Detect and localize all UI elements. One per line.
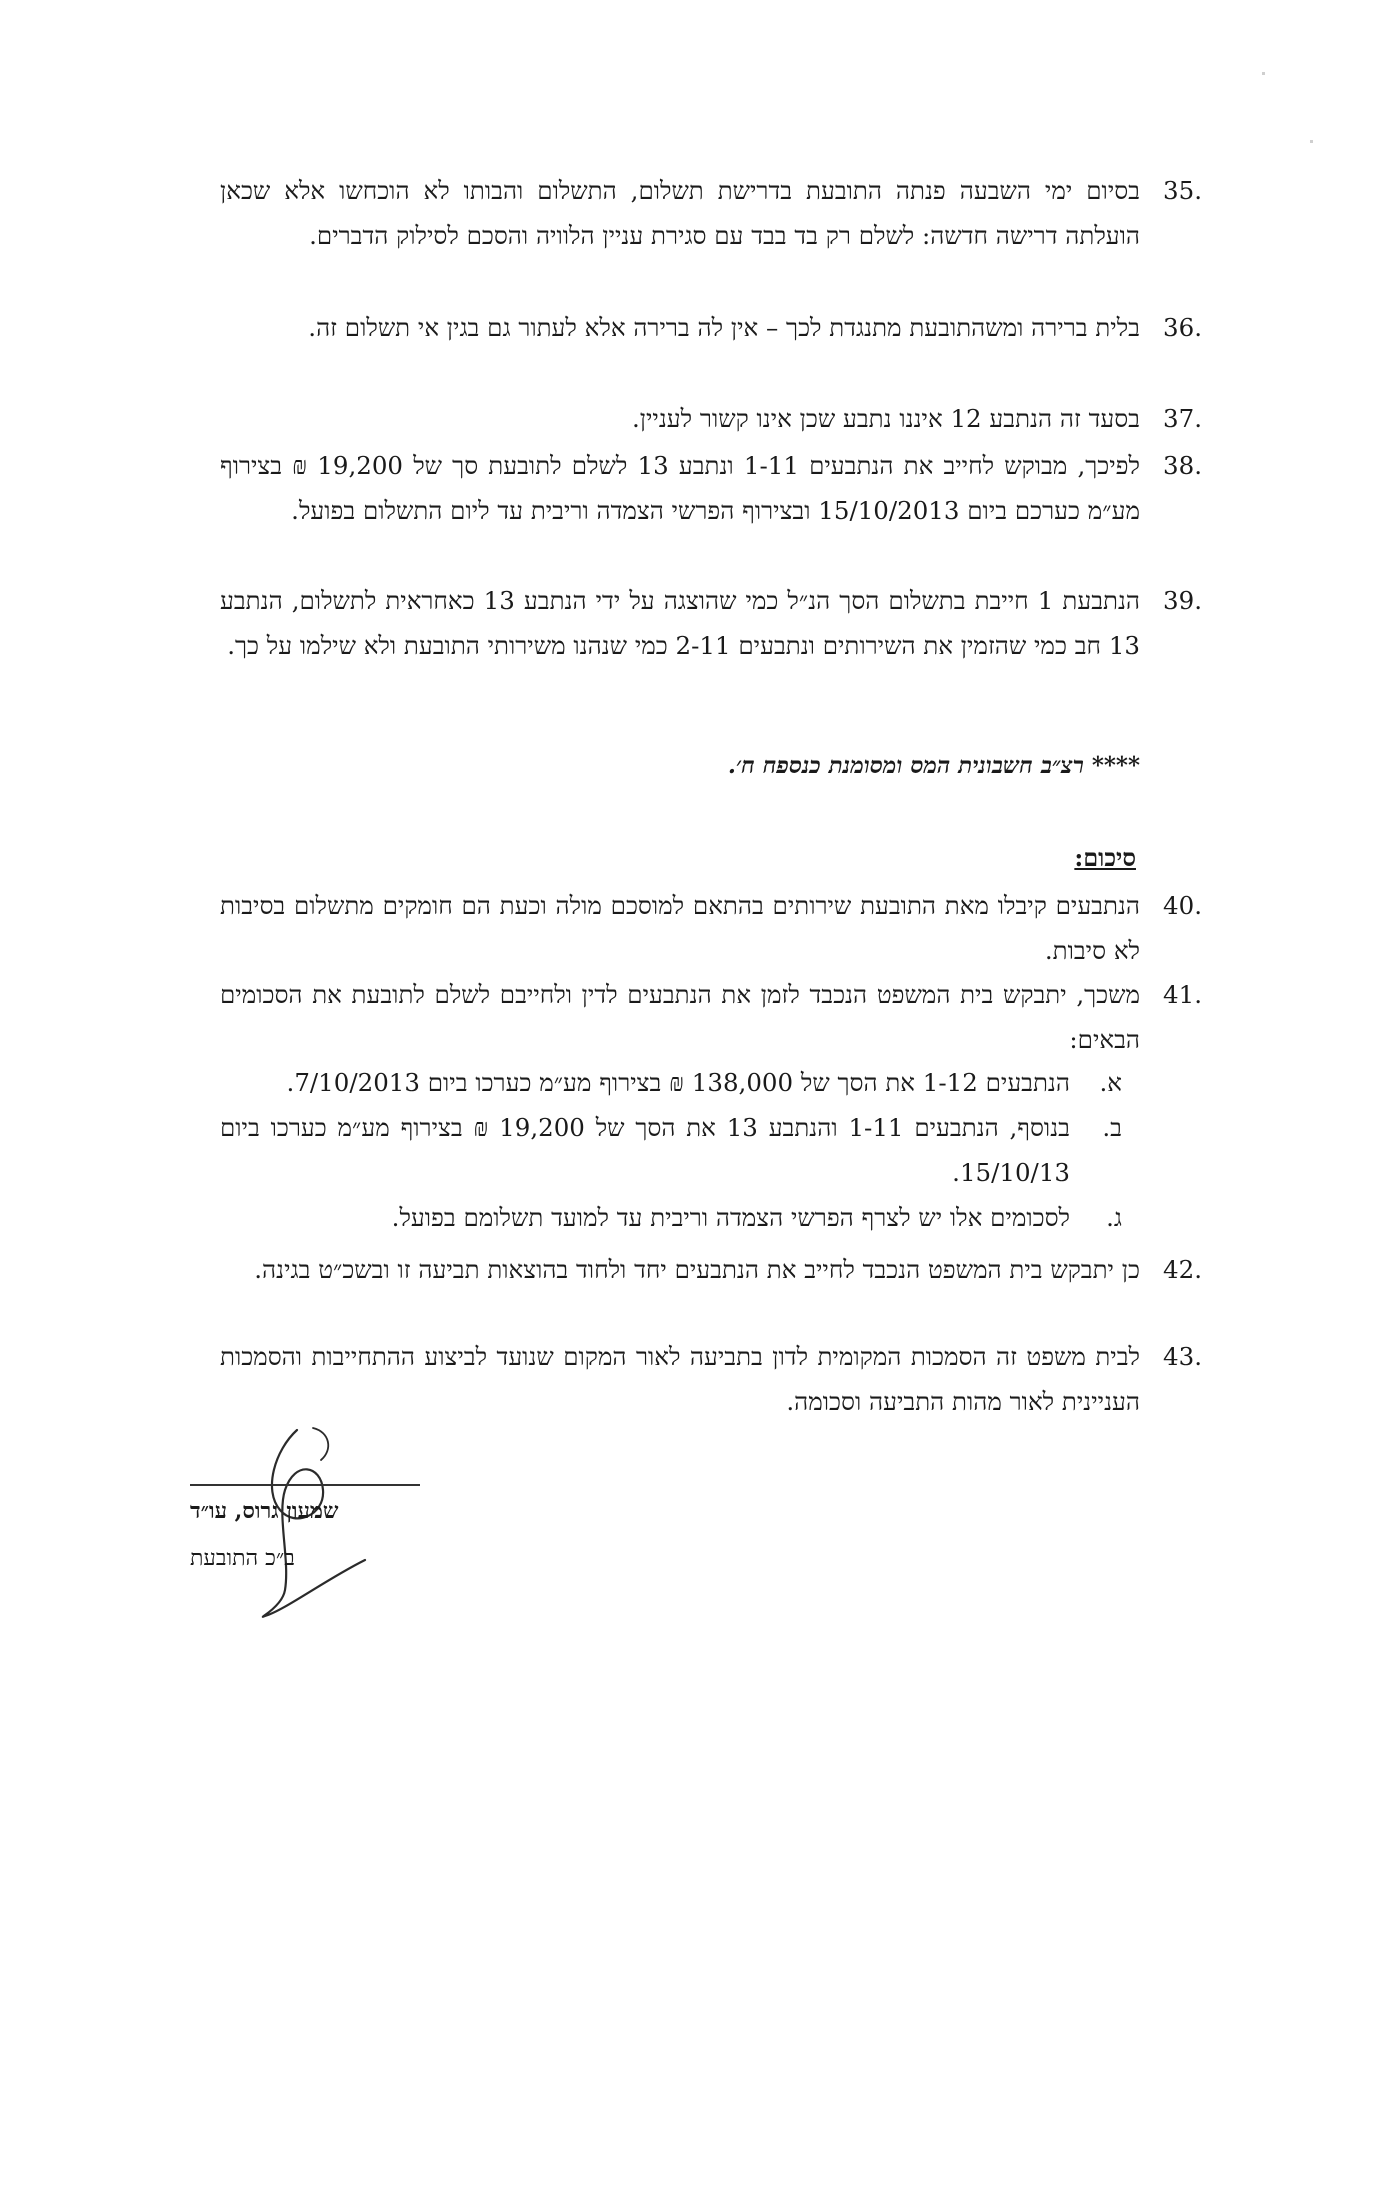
paragraph-text: הנתבעים קיבלו מאת התובעת שירותים בהתאם למוסכם מולה וכעת הם חומקים מתשלום בסיבות לא סיבות.	[220, 891, 1140, 965]
paragraph-text: כן יתבקש בית המשפט הנכבד לחייב את הנתבעים יחד ולחוד בהוצאות תביעה זו ובשכ״ט בגינה.	[254, 1255, 1140, 1284]
paragraph-40	[220, 883, 1202, 973]
paragraph-text: לבית משפט זה הסמכות המקומית לדון בתביעה לאור המקום שנועד לביצוע ההתחייבות והסמכות העניינית לאור מהות התביעה וסכומה.	[220, 1342, 1140, 1416]
sub-item-a	[220, 1060, 1122, 1105]
scan-speck	[1262, 72, 1265, 75]
paragraph-43	[220, 1334, 1202, 1424]
paragraph-text: בסעד זה הנתבע 12 איננו נתבע שכן אינו קשור לעניין.	[631, 404, 1140, 433]
signatory-role: ב״כ התובעת	[190, 1546, 295, 1571]
attachment-note: **** רצ״ב חשבונית המס ומסומנת כנספח ח׳.	[727, 752, 1140, 779]
handwritten-signature	[235, 1420, 385, 1630]
sub-item-b	[220, 1105, 1122, 1195]
paragraph-number: 36.	[1163, 313, 1202, 342]
sub-item-letter: ב.	[1102, 1113, 1122, 1142]
signatory-name: שמעון גרוס, עו״ד	[190, 1498, 339, 1524]
scan-speck	[1310, 140, 1313, 143]
signature-line	[190, 1484, 420, 1486]
paragraph-number: 37.	[1163, 404, 1202, 433]
paragraph-text: משכך, יתבקש בית המשפט הנכבד לזמן את הנתבעים לדין ולחייבם לשלם לתובעת את הסכומים הבאים:	[220, 980, 1140, 1054]
sub-item-letter: א.	[1099, 1068, 1122, 1097]
paragraph-text: הנתבעת 1 חייבת בתשלום הסך הנ״ל כמי שהוצגה על ידי הנתבע 13 כאחראית לתשלום, הנתבע 13 חב כמי שהזמין את השירותים ונתבעים 2-11 כמי שנהנו משירותי התובעת ולא שילמו על כך.	[220, 586, 1141, 660]
paragraph-text: בלית ברירה ומשהתובעת מתנגדת לכך – אין לה ברירה אלא לעתור גם בגין אי תשלום זה.	[308, 313, 1140, 342]
paragraph-number: 41.	[1163, 980, 1202, 1009]
paragraph-text: בסיום ימי השבעה פנתה התובעת בדרישת תשלום, התשלום והבותו לא הוכחשו אלא שכאן הועלתה דרישה חדשה: לשלם רק בד בבד עם סגירת עניין הלוויה והסכם לסילוק הדברים.	[220, 176, 1140, 250]
sub-item-text: הנתבעים 1-12 את הסך של 138,000 ₪ בצירוף מע״מ כערכו ביום 7/10/2013.	[286, 1068, 1070, 1097]
sub-item-letter: ג.	[1106, 1203, 1122, 1232]
paragraph-number: 39.	[1163, 586, 1202, 615]
paragraph-36	[220, 305, 1202, 350]
paragraph-39	[220, 578, 1202, 668]
sub-item-c	[220, 1195, 1122, 1240]
sub-item-text: בנוסף, הנתבעים 1-11 והנתבע 13 את הסך של 19,200 ₪ בצירוף מע״מ כערכו ביום 15/10/13.	[220, 1113, 1070, 1187]
paragraph-35	[220, 168, 1202, 258]
paragraph-number: 43.	[1163, 1342, 1202, 1371]
paragraph-37	[220, 396, 1202, 441]
paragraph-text: לפיכך, מבוקש לחייב את הנתבעים 1-11 ונתבע 13 לשלם לתובעת סך של 19,200 ₪ בצירוף מע״מ כערכם ביום 15/10/2013 ובצירוף הפרשי הצמדה וריבית עד ליום התשלום בפועל.	[220, 451, 1140, 525]
paragraph-number: 40.	[1163, 891, 1202, 920]
paragraph-number: 38.	[1163, 451, 1202, 480]
paragraph-42	[220, 1247, 1202, 1292]
paragraph-41	[220, 972, 1202, 1062]
paragraph-number: 35.	[1163, 176, 1202, 205]
paragraph-number: 42.	[1163, 1255, 1202, 1284]
summary-heading: סיכום:	[1074, 843, 1136, 872]
paragraph-38	[220, 443, 1202, 533]
sub-item-text: לסכומים אלו יש לצרף הפרשי הצמדה וריבית עד למועד תשלומם בפועל.	[391, 1203, 1070, 1232]
